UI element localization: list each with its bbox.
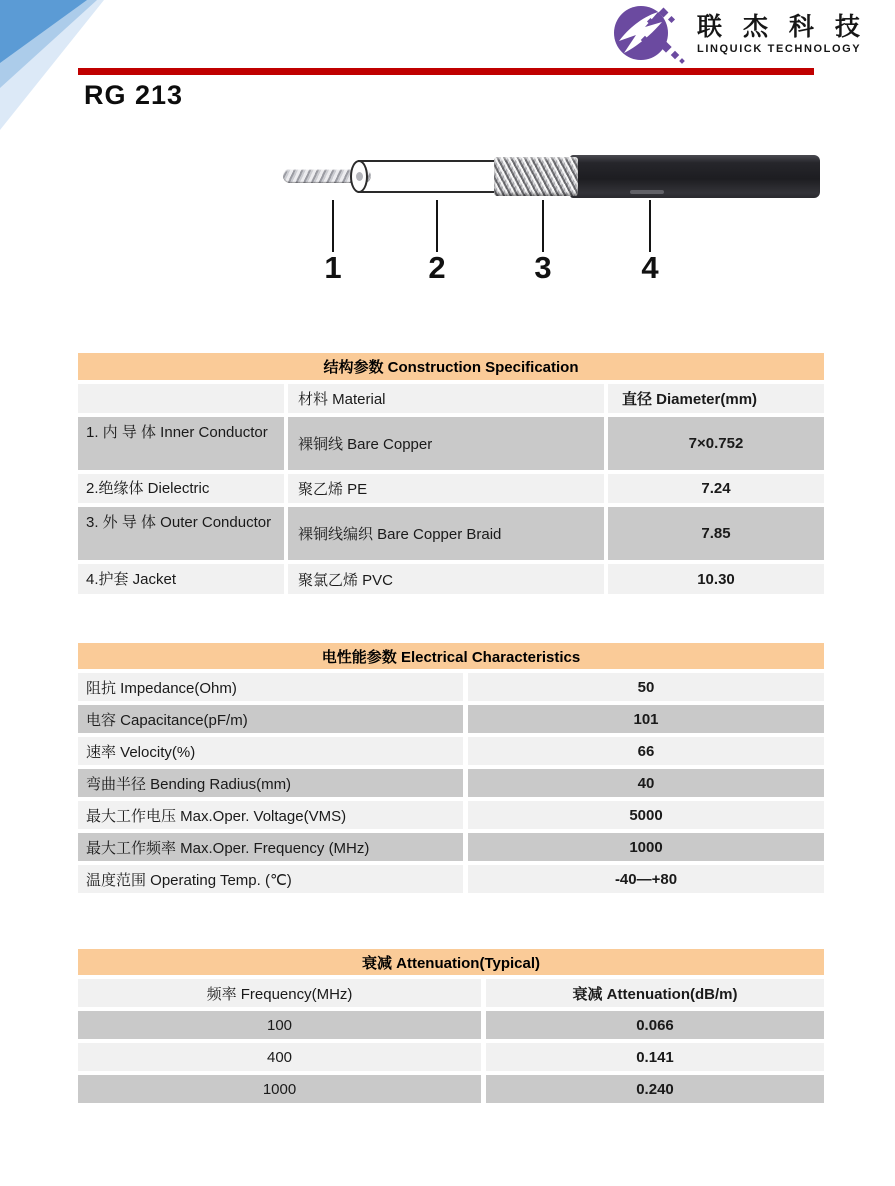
electrical-label: 最大工作电压 Max.Oper. Voltage(VMS) xyxy=(78,801,463,829)
attenuation-frequency: 400 xyxy=(78,1043,481,1071)
attenuation-header-attenuation: 衰减 Attenuation(dB/m) xyxy=(486,979,824,1007)
construction-header-diameter: 直径 Diameter(mm) xyxy=(608,384,824,413)
cable-dielectric-graphic xyxy=(358,160,508,193)
electrical-value: 1000 xyxy=(468,833,824,861)
construction-diameter: 10.30 xyxy=(608,564,824,594)
brand-header xyxy=(612,3,867,65)
table-row xyxy=(78,865,824,893)
electrical-label: 最大工作频率 Max.Oper. Frequency (MHz) xyxy=(78,833,463,861)
table-row xyxy=(78,769,824,797)
construction-part: 1. 内 导 体 Inner Conductor xyxy=(78,417,284,470)
table-row xyxy=(78,801,824,829)
construction-header-blank xyxy=(78,384,284,413)
construction-material: 聚氯乙烯 PVC xyxy=(288,564,604,594)
attenuation-header-frequency: 频率 Frequency(MHz) xyxy=(78,979,481,1007)
electrical-value: 101 xyxy=(468,705,824,733)
construction-table-title: 结构参数 Construction Specification xyxy=(78,353,824,380)
construction-diameter: 7.24 xyxy=(608,474,824,503)
logo-spark-icon xyxy=(671,51,679,59)
table-row xyxy=(78,474,824,503)
table-row xyxy=(78,564,824,594)
attenuation-value: 0.141 xyxy=(486,1043,824,1071)
callout-label-2: 2 xyxy=(428,250,446,285)
table-row xyxy=(78,417,824,470)
table-row xyxy=(78,979,824,1007)
electrical-label: 弯曲半径 Bending Radius(mm) xyxy=(78,769,463,797)
construction-material: 裸铜线编织 Bare Copper Braid xyxy=(288,507,604,560)
electrical-label: 阻抗 Impedance(Ohm) xyxy=(78,673,463,701)
construction-table xyxy=(78,353,824,594)
cable-jacket-glint xyxy=(630,190,664,194)
callout-label-3: 3 xyxy=(534,250,552,285)
callout-line-4 xyxy=(649,200,651,252)
electrical-value: 5000 xyxy=(468,801,824,829)
electrical-label: 电容 Capacitance(pF/m) xyxy=(78,705,463,733)
electrical-table-title: 电性能参数 Electrical Characteristics xyxy=(78,643,824,669)
callout-line-2 xyxy=(436,200,438,252)
linquick-logo-icon xyxy=(612,3,688,65)
callout-line-3 xyxy=(542,200,544,252)
callout-line-1 xyxy=(332,200,334,252)
construction-material: 裸铜线 Bare Copper xyxy=(288,417,604,470)
cable-endcap-core-dot xyxy=(356,172,363,181)
construction-part: 3. 外 导 体 Outer Conductor xyxy=(78,507,284,560)
table-row xyxy=(78,673,824,701)
attenuation-frequency: 100 xyxy=(78,1011,481,1039)
construction-part: 4.护套 Jacket xyxy=(78,564,284,594)
cable-braid-graphic xyxy=(494,157,578,196)
attenuation-value: 0.240 xyxy=(486,1075,824,1103)
electrical-value: 66 xyxy=(468,737,824,765)
brand-name-en: LINQUICK TECHNOLOGY xyxy=(697,42,862,55)
table-row xyxy=(78,833,824,861)
table-row xyxy=(78,1043,824,1071)
cable-jacket-graphic xyxy=(570,155,820,198)
brand-name-cn: 联 杰 科 技 xyxy=(697,12,867,41)
callout-label-4: 4 xyxy=(641,250,659,285)
page-title: RG 213 xyxy=(84,80,184,110)
table-row xyxy=(78,1075,824,1103)
electrical-label: 温度范围 Operating Temp. (℃) xyxy=(78,865,463,893)
electrical-label: 速率 Velocity(%) xyxy=(78,737,463,765)
table-row xyxy=(78,1011,824,1039)
construction-header-material: 材料 Material xyxy=(288,384,604,413)
header-rule xyxy=(78,68,814,75)
table-row xyxy=(78,705,824,733)
electrical-value: 50 xyxy=(468,673,824,701)
attenuation-value: 0.066 xyxy=(486,1011,824,1039)
construction-part: 2.绝缘体 Dielectric xyxy=(78,474,284,503)
logo-spark-icon xyxy=(679,58,685,64)
table-row xyxy=(78,737,824,765)
construction-material: 聚乙烯 PE xyxy=(288,474,604,503)
attenuation-frequency: 1000 xyxy=(78,1075,481,1103)
table-row xyxy=(78,507,824,560)
cable-diagram xyxy=(0,148,895,298)
electrical-table xyxy=(78,643,824,893)
electrical-value: -40—+80 xyxy=(468,865,824,893)
attenuation-table xyxy=(78,949,824,1103)
construction-diameter: 7×0.752 xyxy=(608,417,824,470)
callout-label-1: 1 xyxy=(324,250,342,285)
construction-diameter: 7.85 xyxy=(608,507,824,560)
attenuation-table-title: 衰减 Attenuation(Typical) xyxy=(78,949,824,975)
electrical-value: 40 xyxy=(468,769,824,797)
